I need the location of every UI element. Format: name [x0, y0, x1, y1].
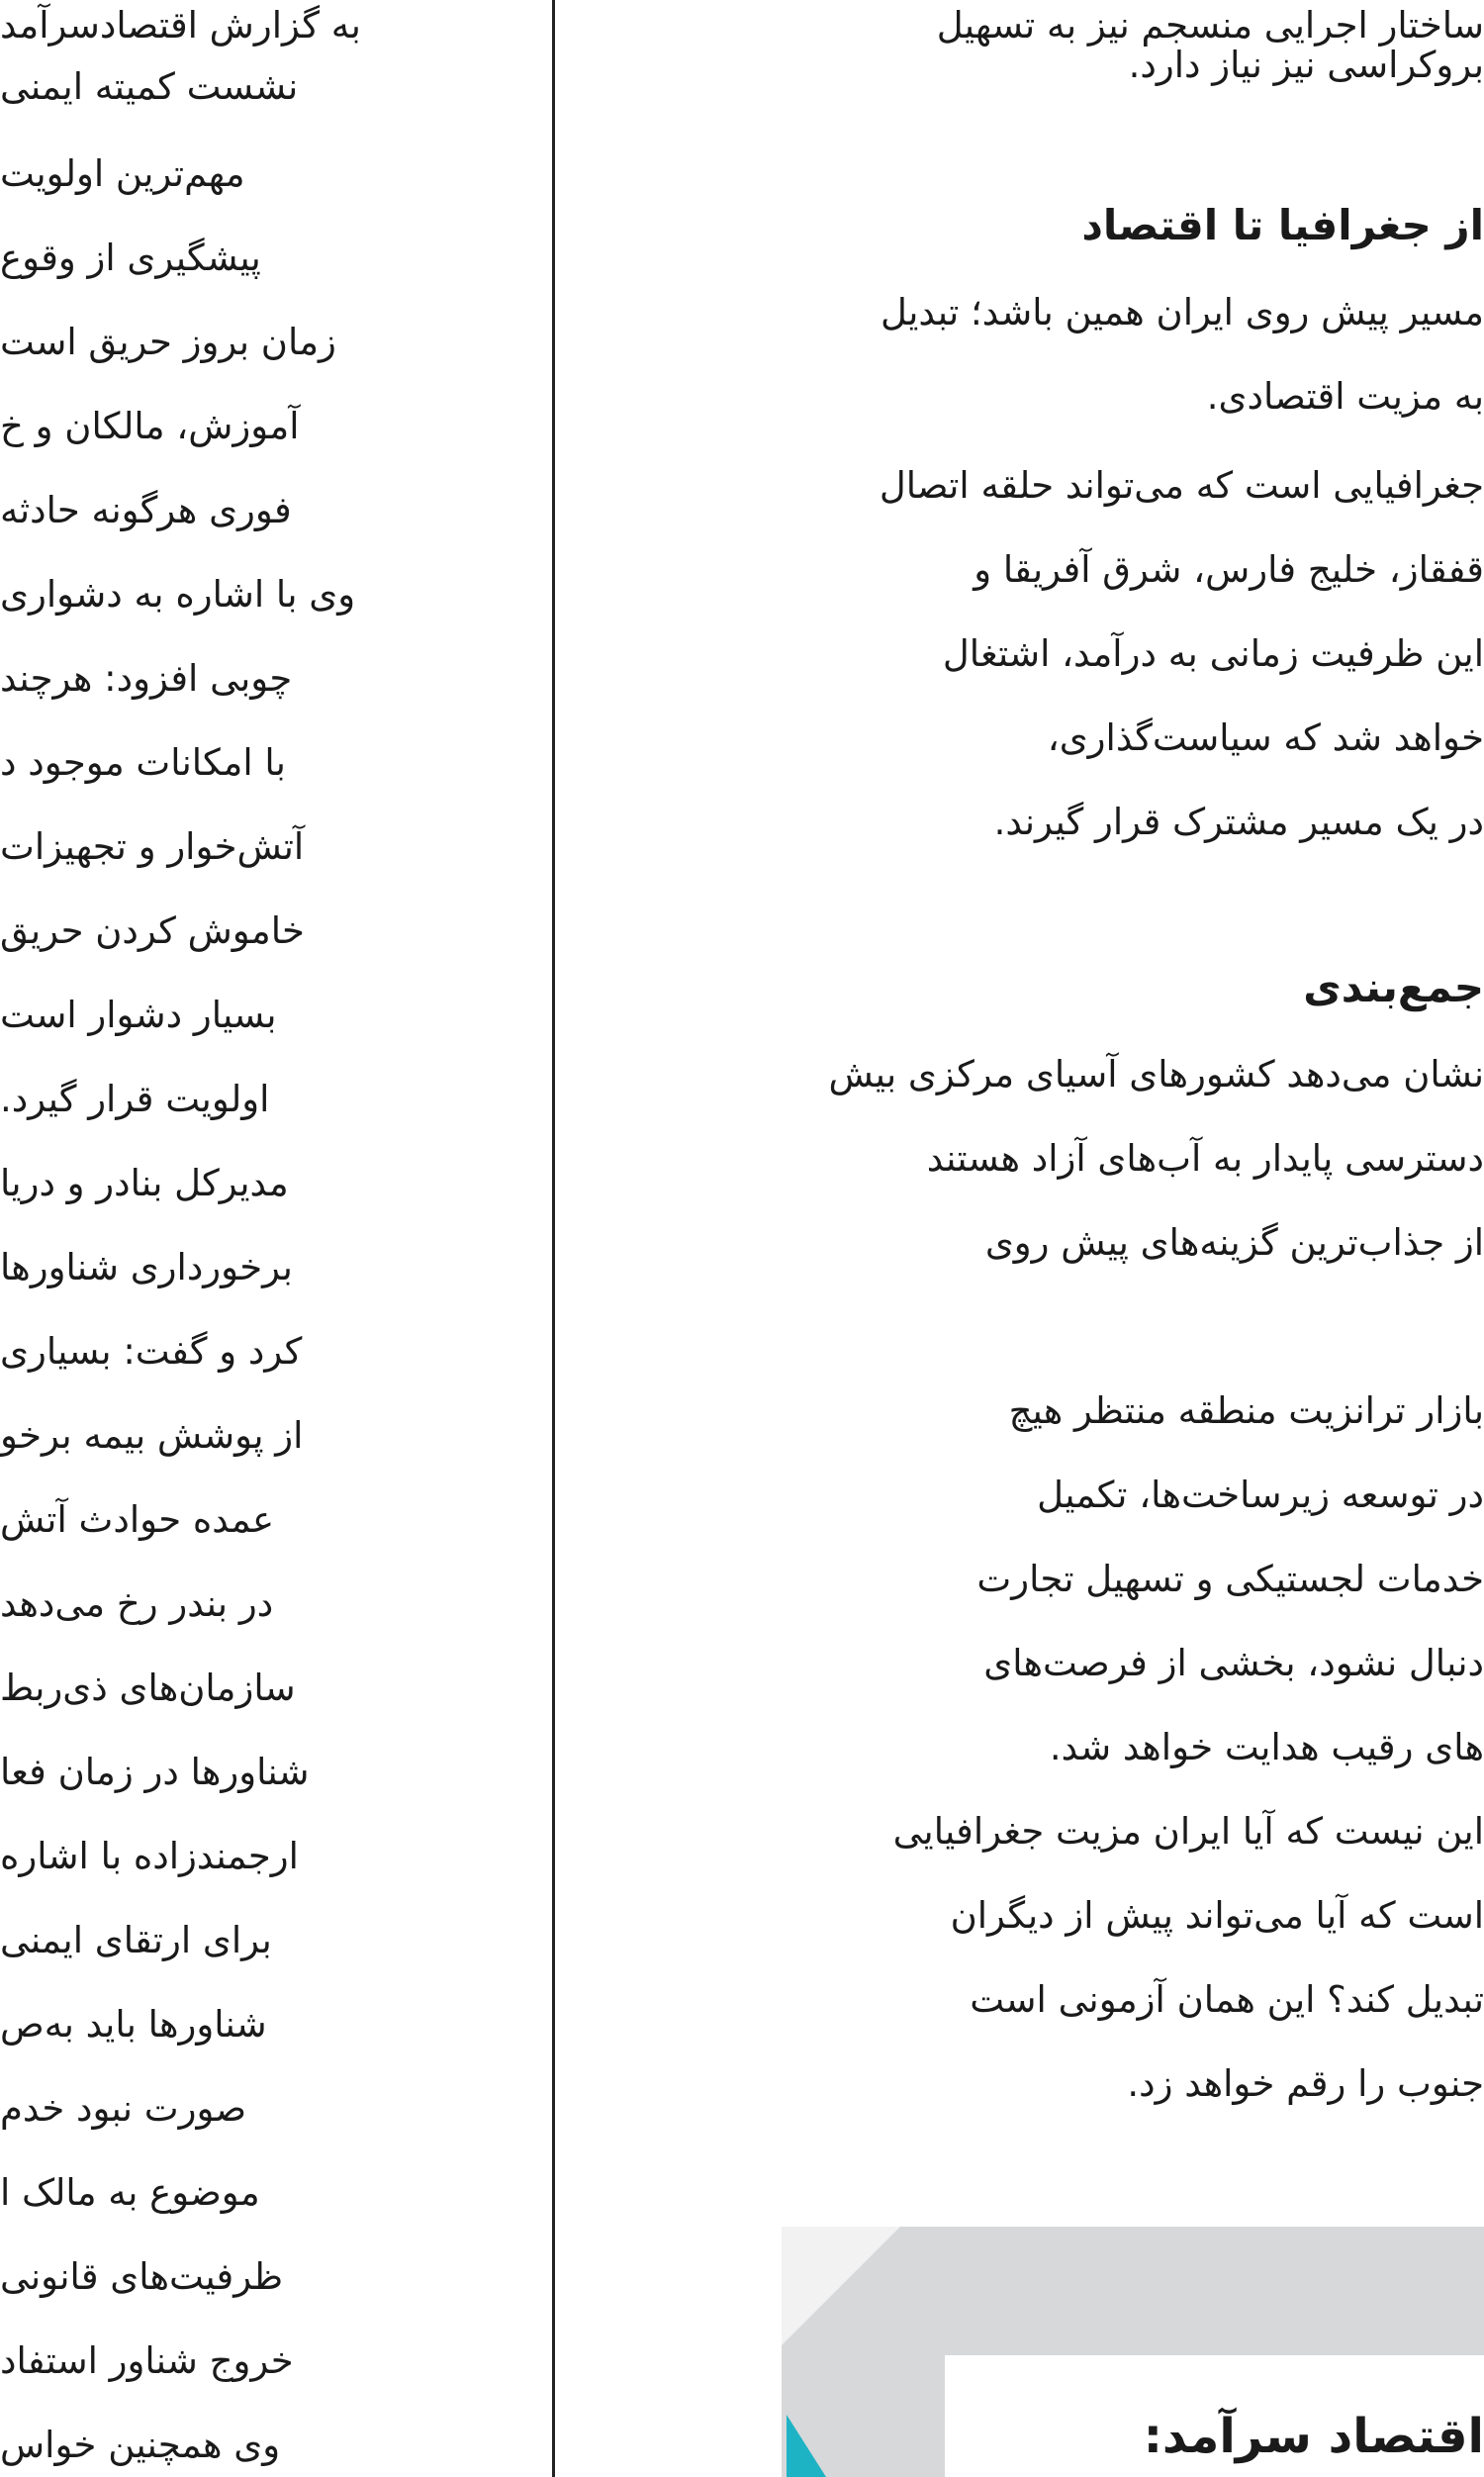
section2-line: این نیست که آیا ایران مزیت جغرافیایی [892, 1810, 1484, 1853]
section2-line: دسترسی پایدار به آب‌های آزاد هستند [926, 1137, 1484, 1180]
section1-line: به مزیت اقتصادی. [1206, 375, 1484, 418]
left-line: وی با اشاره به دشواری [0, 573, 356, 616]
left-line: ظرفیت‌های قانونی [0, 2255, 284, 2298]
left-line: کرد و گفت: بسیاری [0, 1330, 303, 1373]
left-line: وی همچنین خواس [0, 2424, 281, 2466]
left-line: سازمان‌های ذی‌ربط [0, 1667, 296, 1709]
section-heading-summary: جمع‌بندی [1303, 963, 1484, 1011]
left-line: چوبی افزود: هرچند [0, 657, 293, 700]
info-box-fold-corner [782, 2227, 900, 2345]
section1-line: خواهد شد که سیاست‌گذاری، [1047, 716, 1484, 759]
left-line: مهم‌ترین اولویت [0, 152, 245, 195]
section1-line: جغرافیایی است که می‌تواند حلقه اتصال [879, 464, 1484, 507]
left-line: اولویت قرار گیرد. [0, 1078, 270, 1120]
left-line: برای ارتقای ایمنی [0, 1919, 272, 1961]
column-divider [552, 0, 555, 2477]
section1-line: قفقاز، خلیج فارس، شرق آفریقا و [974, 548, 1484, 591]
section2-line: نشان می‌دهد کشورهای آسیای مرکزی بیش [828, 1053, 1484, 1096]
left-line: از پوشش بیمه برخو [0, 1414, 304, 1457]
info-box-title: اقتصاد سرآمد: [1143, 2409, 1484, 2464]
section1-line: این ظرفیت زمانی به درآمد، اشتغال [942, 632, 1484, 675]
intro-line: ساختار اجرایی منسجم نیز به تسهیل [936, 4, 1484, 47]
left-line: به گزارش اقتصادسرآمد [0, 4, 361, 47]
left-line: آتش‌خوار و تجهیزات [0, 825, 305, 868]
left-line: آموزش، مالکان و خ [0, 405, 300, 447]
section2-line: خدمات لجستیکی و تسهیل تجارت [976, 1558, 1484, 1600]
left-line: نشست کمیته ایمنی [0, 65, 299, 108]
section1-line: مسیر پیش روی ایران همین باشد؛ تبدیل [881, 291, 1484, 333]
left-line: پیشگیری از وقوع [0, 237, 261, 279]
left-line: مدیرکل بنادر و دریا [0, 1162, 289, 1204]
section1-line: در یک مسیر مشترک قرار گیرند. [993, 801, 1484, 843]
left-line: فوری هرگونه حادثه [0, 489, 292, 531]
left-line: زمان بروز حریق است [0, 321, 336, 363]
left-line: برخورداری شناورها [0, 1246, 293, 1288]
section2-line: جنوب را رقم خواهد زد. [1127, 2062, 1484, 2105]
left-line: عمده حوادث آتش [0, 1498, 275, 1541]
left-line: ارجمندزاده با اشاره [0, 1835, 299, 1877]
left-line: خروج شناور استفاد [0, 2339, 294, 2382]
section2-line: های رقیب هدایت خواهد شد. [1049, 1726, 1484, 1768]
section2-line: تبدیل کند؟ این همان آزمونی است [970, 1978, 1484, 2021]
left-line: شناورها باید به‌ص [0, 2003, 267, 2046]
left-line: موضوع به مالک ا [0, 2171, 260, 2214]
left-line: شناورها در زمان فعا [0, 1751, 310, 1793]
intro-line: بروکراسی نیز نیاز دارد. [1128, 44, 1484, 86]
section2-line: بازار ترانزیت منطقه منتظر هیچ [1008, 1389, 1484, 1432]
section2-line: از جذاب‌ترین گزینه‌های پیش روی [984, 1221, 1484, 1264]
left-line: با امکانات موجود د [0, 741, 286, 784]
left-line: بسیار دشوار است [0, 994, 277, 1036]
section2-line: دنبال نشود، بخشی از فرصت‌های [983, 1642, 1484, 1684]
section-heading-geography: از جغرافیا تا اقتصاد [1081, 201, 1484, 249]
section2-line: در توسعه زیرساخت‌ها، تکمیل [1037, 1474, 1484, 1516]
info-box-accent [787, 2415, 826, 2477]
section2-line: است که آیا می‌تواند پیش از دیگران [950, 1894, 1484, 1937]
left-line: در بندر رخ می‌دهد [0, 1582, 274, 1625]
left-line: خاموش کردن حریق [0, 909, 305, 952]
left-line: صورت نبود خدم [0, 2087, 247, 2130]
